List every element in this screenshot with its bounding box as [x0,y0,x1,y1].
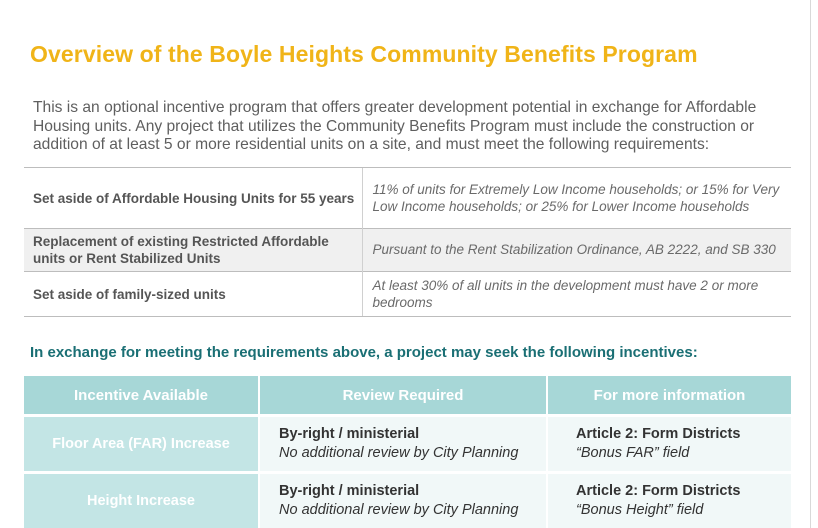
requirement-detail: Pursuant to the Rent Stabilization Ordinance, AB 2222, and SB 330 [362,229,791,272]
info-title: Article 2: Form Districts [576,426,741,442]
review-title: By-right / ministerial [279,426,420,442]
info-cell [547,473,791,528]
requirement-row [24,168,791,229]
requirement-detail: 11% of units for Extremely Low Income households; or 15% for Very Low Income households; or 25% for Lower Income households [362,168,791,229]
column-header-review: Review Required [259,376,547,416]
incentive-row [24,416,791,473]
intro-paragraph: This is an optional incentive program that offers greater development potential in exchange for Affordable Housing units. Any project that utilizes the Community Benefits Program must include the construction or addition of at least 5 or more residential units on a site, and must meet the following requirements: [33,99,757,153]
incentive-name: Floor Area (FAR) Increase [24,416,259,473]
requirement-detail: At least 30% of all units in the development must have 2 or more bedrooms [362,272,791,317]
incentive-name: Height Increase [24,473,259,528]
requirement-row [24,272,791,317]
requirements-table [24,167,791,317]
requirement-label: Set aside of family-sized units [24,272,362,317]
info-cell [547,416,791,473]
review-cell [259,416,547,473]
review-note: No additional review by City Planning [279,502,519,518]
info-note: “Bonus FAR” field [576,445,690,461]
incentives-table [24,376,791,528]
incentive-row [24,473,791,528]
incentives-header-row [24,376,791,416]
incentives-heading: In exchange for meeting the requirements above, a project may seek the following incentives: [30,344,698,361]
review-cell [259,473,547,528]
info-title: Article 2: Form Districts [576,483,741,499]
review-title: By-right / ministerial [279,483,420,499]
page-title: Overview of the Boyle Heights Community Benefits Program [30,41,698,67]
info-note: “Bonus Height” field [576,502,704,518]
requirement-label: Replacement of existing Restricted Affordable units or Rent Stabilized Units [24,229,362,272]
page-edge [810,0,811,528]
review-note: No additional review by City Planning [279,445,519,461]
column-header-info: For more information [547,376,791,416]
requirement-row [24,229,791,272]
column-header-incentive: Incentive Available [24,376,259,416]
requirement-label: Set aside of Affordable Housing Units for 55 years [24,168,362,229]
